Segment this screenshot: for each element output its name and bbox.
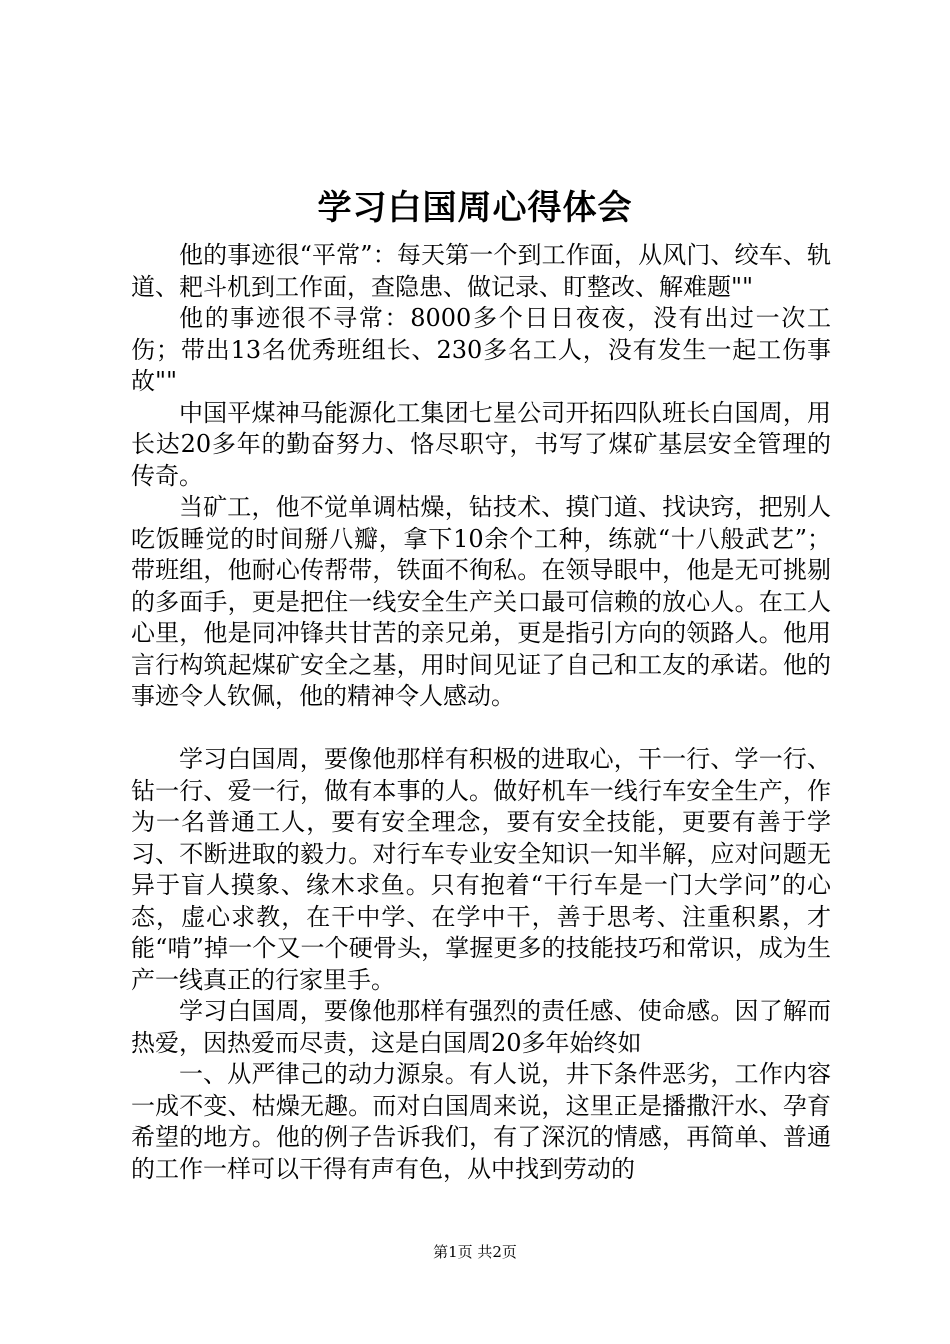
document-title: 学习白国周心得体会 [317, 188, 633, 228]
paragraph-6: 学习白国周，要像他那样有强烈的责任感、使命感。因了解而热爱，因热爱而尽责，这是白国周20多年始终如 [131, 997, 831, 1057]
paragraph-spacer [131, 713, 831, 745]
paragraph-1: 他的事迹很“平常”：每天第一个到工作面，从风门、绞车、轨道、耙斗机到工作面，查隐患、做记录、盯整改、解难题"" [131, 241, 831, 301]
paragraph-4: 当矿工，他不觉单调枯燥，钻技术、摸门道、找诀窍，把别人吃饭睡觉的时间掰八瓣，拿下10余个工种，练就“十八般武艺”；带班组，他耐心传帮带，铁面不徇私。在领导眼中，他是无可挑剔的多面手，更是把住一线安全生产关口最可信赖的放心人。在工人心里，他是同冲锋共甘苦的亲兄弟，更是指引方向的领路人。他用言行构筑起煤矿安全之基，用时间见证了自己和工友的承诺。他的事迹令人钦佩，他的精神令人感动。 [131, 493, 831, 710]
document-body [131, 240, 831, 1185]
page-number-footer: 第1页 共2页 [433, 1243, 517, 1261]
paragraph-3: 中国平煤神马能源化工集团七星公司开拓四队班长白国周，用长达20多年的勤奋努力、恪尽职守，书写了煤矿基层安全管理的传奇。 [131, 398, 831, 490]
paragraph-2: 他的事迹很不寻常：8000多个日日夜夜，没有出过一次工伤；带出13名优秀班组长、230多名工人，没有发生一起工伤事故"" [131, 304, 831, 395]
paragraph-7: 一、从严律己的动力源泉。有人说，井下条件恶劣，工作内容一成不变、枯燥无趣。而对白国周来说，这里正是播撒汗水、孕育希望的地方。他的例子告诉我们，有了深沉的情感，再简单、普通的工作一样可以干得有声有色，从中找到劳动的 [131, 1060, 831, 1183]
paragraph-5: 学习白国周，要像他那样有积极的进取心，干一行、学一行、钻一行、爱一行，做有本事的人。做好机车一线行车安全生产，作为一名普通工人，要有安全理念，要有安全技能，更要有善于学习、不断进取的毅力。对行车专业安全知识一知半解，应对问题无异于盲人摸象、缘木求鱼。只有抱着“干行车是一门大学问”的心态，虚心求教，在干中学、在学中干，善于思考、注重积累，才能“啃”掉一个又一个硬骨头，掌握更多的技能技巧和常识，成为生产一线真正的行家里手。 [131, 745, 831, 994]
